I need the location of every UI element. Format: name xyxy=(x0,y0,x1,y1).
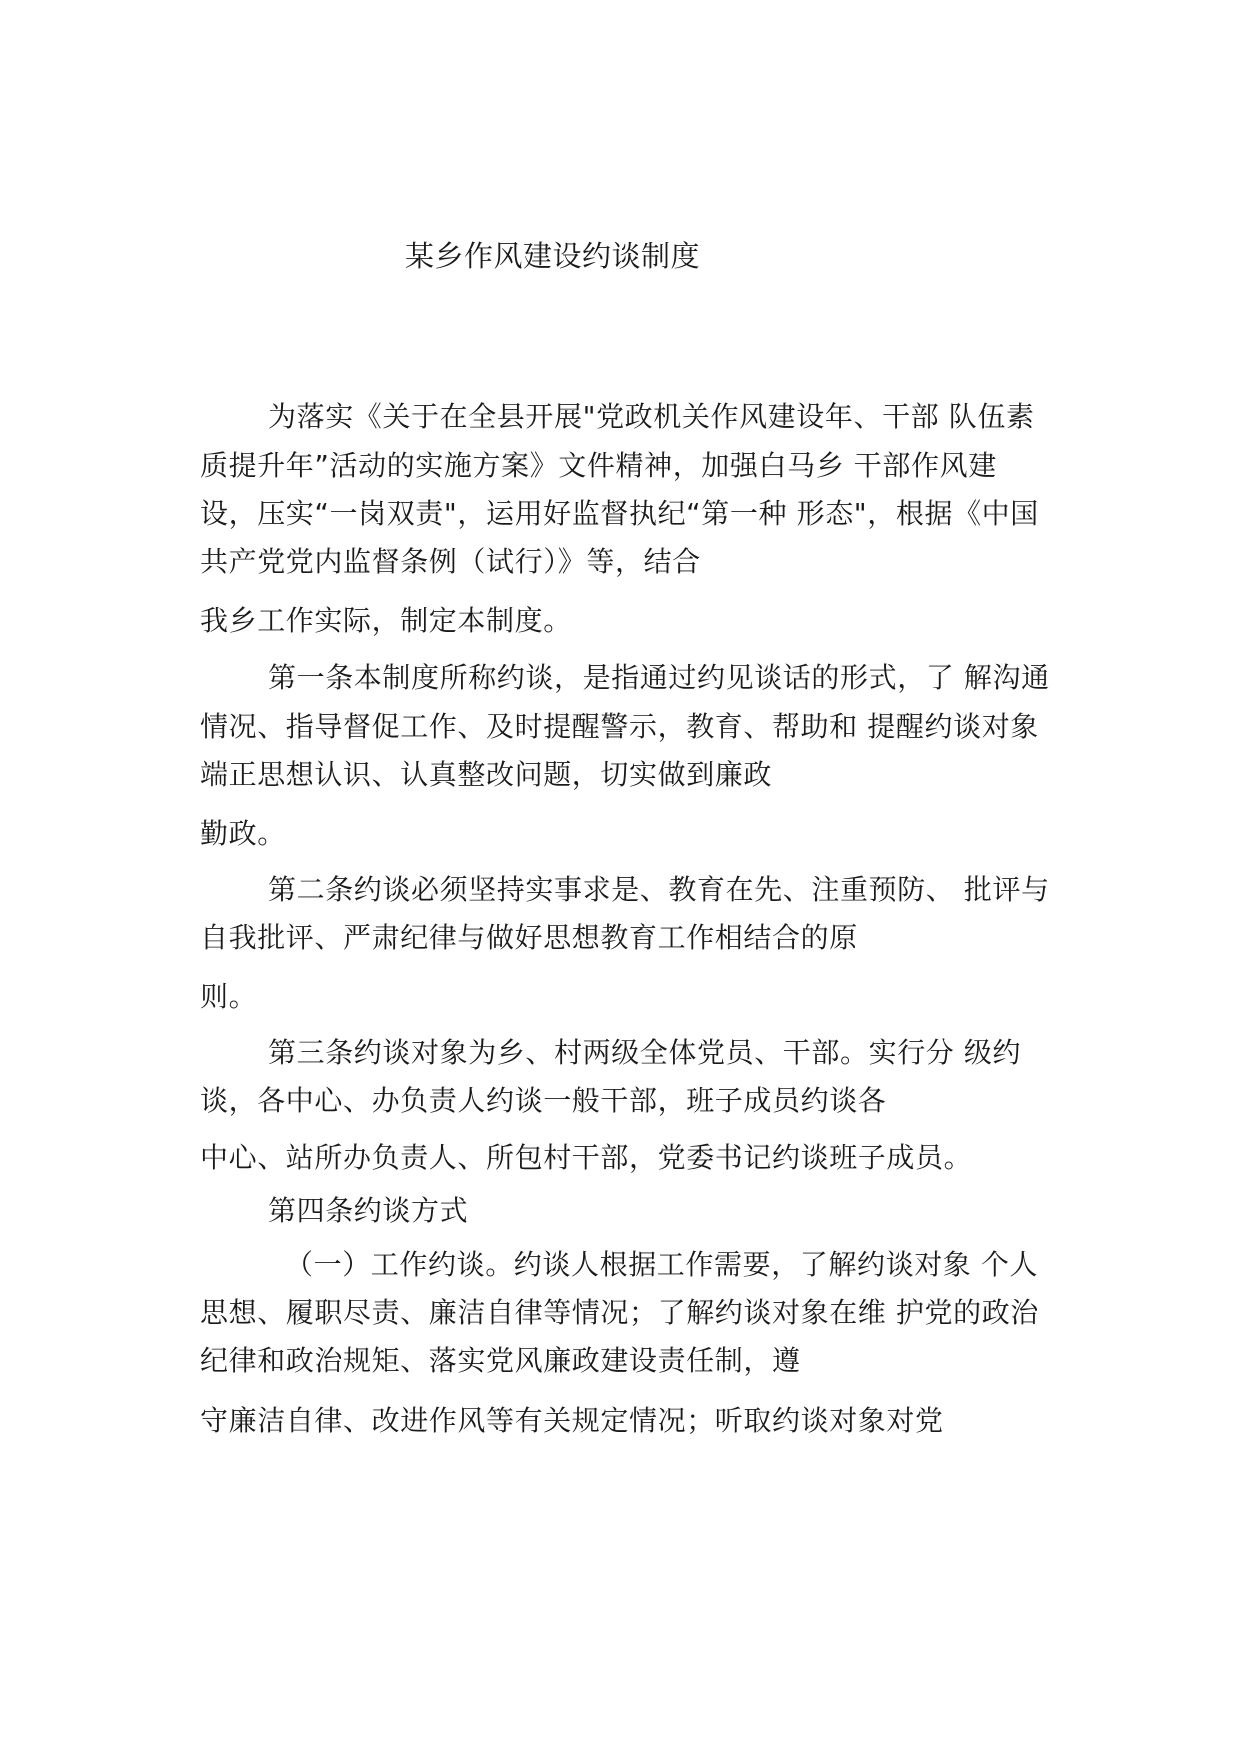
text-line-12: 则。 xyxy=(200,980,258,1013)
text-line-14: 谈，各中心、办负责人约谈一般干部，班子成员约谈各 xyxy=(200,1084,887,1117)
text-line-8: 端正思想认识、认真整改问题，切实做到廉政 xyxy=(200,758,773,791)
text-line-15: 中心、站所办负责人、所包村干部，党委书记约谈班子成员。 xyxy=(200,1141,973,1174)
text-line-2: 质提升年”活动的实施方案》文件精神，加强白马乡 干部作风建 xyxy=(200,449,997,482)
text-line-11: 自我批评、严肃纪律与做好思想教育工作相结合的原 xyxy=(200,921,858,954)
text-line-19: 纪律和政治规矩、落实党风廉政建设责任制，遵 xyxy=(200,1344,801,1377)
text-line-6: 第一条本制度所称约谈，是指通过约见谈话的形式，了 解沟通 xyxy=(268,661,1050,694)
text-line-1: 为落实《关于在全县开展"党政机关作风建设年、干部 队伍素 xyxy=(268,400,1035,433)
text-line-18: 思想、履职尽责、廉洁自律等情况；了解约谈对象在维 护党的政治 xyxy=(200,1296,1039,1329)
text-line-7: 情况、指导督促工作、及时提醒警示，教育、帮助和 提醒约谈对象 xyxy=(200,710,1039,743)
text-line-5: 我乡工作实际，制定本制度。 xyxy=(200,604,572,637)
text-line-17: （一）工作约谈。约谈人根据工作需要，了解约谈对象 个人 xyxy=(285,1248,1039,1281)
document-title: 某乡作风建设约谈制度 xyxy=(405,239,701,273)
text-line-20: 守廉洁自律、改进作风等有关规定情况；听取约谈对象对党 xyxy=(200,1404,944,1437)
text-line-16: 第四条约谈方式 xyxy=(268,1194,469,1227)
text-line-9: 勤政。 xyxy=(200,817,286,850)
text-line-10: 第二条约谈必须坚持实事求是、教育在先、注重预防、 批评与 xyxy=(268,873,1050,906)
text-line-4: 共产党党内监督条例（试行）》等，结合 xyxy=(200,545,701,578)
text-line-13: 第三条约谈对象为乡、村两级全体党员、干部。实行分 级约 xyxy=(268,1036,1022,1069)
text-line-3: 设，压实“一岗双责"，运用好监督执纪“第一种 形态"，根据《中国 xyxy=(200,497,1039,530)
